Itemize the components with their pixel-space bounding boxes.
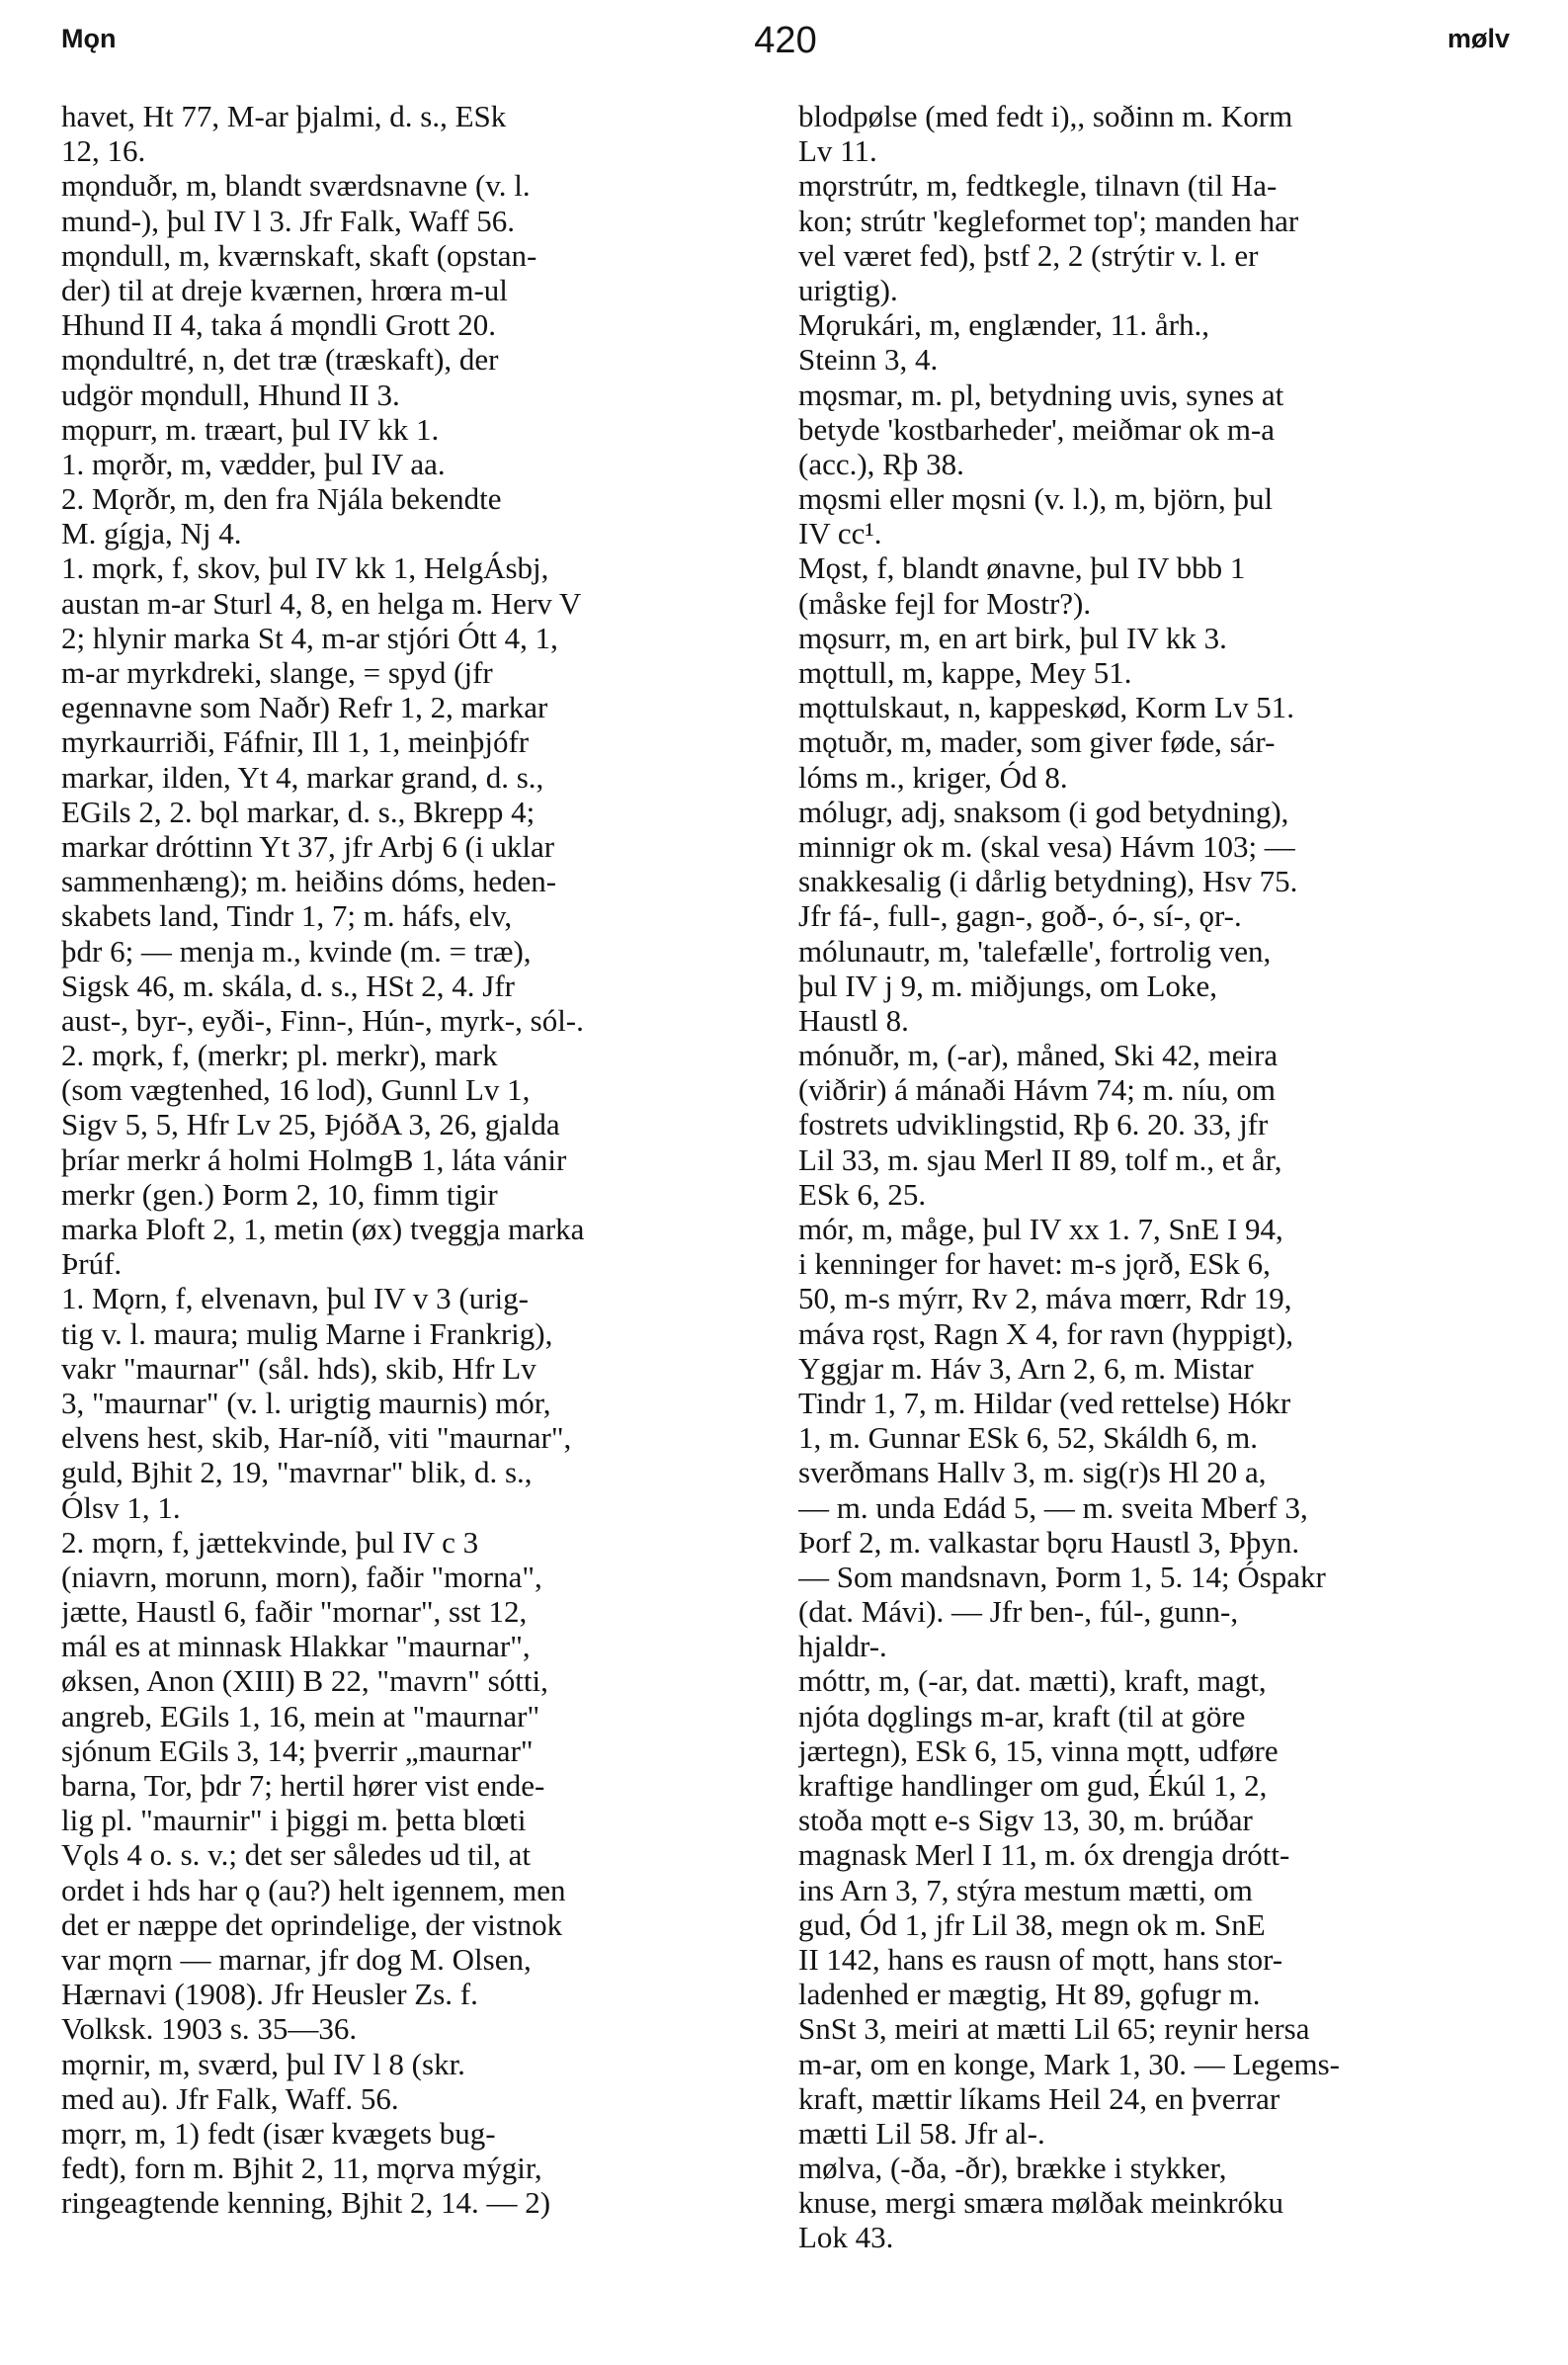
text-line: 2. mǫrn, f, jættekvinde, þul IV c 3	[61, 1524, 479, 1560]
text-line: guld, Bjhit 2, 19, "mavrnar" blik, d. s.,	[61, 1455, 533, 1490]
text-line: øksen, Anon (XIII) B 22, "mavrn" sótti,	[61, 1663, 548, 1699]
text-line: aust-, byr-, eyði-, Finn-, Hún-, myrk-, sól-.	[61, 1002, 584, 1038]
text-line: egennavne som Naðr) Refr 1, 2, markar	[61, 690, 548, 725]
text-line: jærtegn), ESk 6, 15, vinna mǫtt, udføre	[798, 1732, 1279, 1768]
text-line: m-ar, om en konge, Mark 1, 30. — Legems-	[798, 2046, 1341, 2081]
text-line: marka Þloft 2, 1, metin (øx) tveggja marka	[61, 1212, 585, 1246]
text-line: Vǫls 4 o. s. v.; det ser således ud til, at	[61, 1837, 531, 1873]
text-line: sjónum EGils 3, 14; þverrir „maurnar"	[61, 1732, 534, 1768]
text-line: M. gígja, Nj 4.	[61, 516, 242, 551]
text-line: mál es at minnask Hlakkar "maurnar",	[61, 1629, 531, 1664]
text-line: Tindr 1, 7, m. Hildar (ved rettelse) Hókr	[798, 1385, 1291, 1420]
text-line: urigtig).	[798, 272, 898, 307]
text-line: 1. Mǫrn, f, elvenavn, þul IV v 3 (urig-	[61, 1281, 529, 1316]
text-line: mǫsmar, m. pl, betydning uvis, synes at	[798, 377, 1284, 412]
text-line: Yggjar m. Háv 3, Arn 2, 6, m. Mistar	[798, 1350, 1254, 1386]
text-line: gud, Ód 1, jfr Lil 38, megn ok m. SnE	[798, 1906, 1266, 1942]
text-line: mǫpurr, m. træart, þul IV kk 1.	[61, 411, 440, 447]
text-line: sverðmans Hallv 3, m. sig(r)s Hl 20 a,	[798, 1455, 1267, 1490]
text-line: skabets land, Tindr 1, 7; m. háfs, elv,	[61, 898, 513, 934]
text-line: mónuðr, m, (-ar), måned, Ski 42, meira	[798, 1038, 1279, 1073]
text-line: Ólsv 1, 1.	[61, 1489, 181, 1525]
text-line: havet, Ht 77, M-ar þjalmi, d. s., ESk	[61, 99, 507, 133]
text-line: fostrets udviklingstid, Rþ 6. 20. 33, jfr	[798, 1107, 1269, 1142]
text-line: (måske fejl for Mostr?).	[798, 585, 1092, 621]
header-left-guideword: Mǫn	[61, 24, 117, 53]
text-line: mǫtuðr, m, mader, som giver føde, sár-	[798, 724, 1276, 760]
text-line: Sigv 5, 5, Hfr Lv 25, ÞjóðA 3, 26, gjalda	[61, 1107, 560, 1142]
text-line: (acc.), Rþ 38.	[798, 446, 964, 481]
text-line: mætti Lil 58. Jfr al-.	[798, 2115, 1045, 2151]
header-right-guideword: mølv	[1446, 24, 1510, 53]
text-line: — m. unda Edád 5, — m. sveita Mberf 3,	[798, 1489, 1308, 1525]
text-line: lóms m., kriger, Ód 8.	[798, 759, 1068, 795]
text-line: 12, 16.	[61, 133, 146, 169]
text-line: jætte, Haustl 6, faðir "mornar", sst 12,	[61, 1594, 528, 1630]
text-line: kon; strútr 'kegleformet top'; manden har	[798, 203, 1299, 238]
text-line: ESk 6, 25.	[798, 1176, 927, 1212]
text-line: ringeagtende kenning, Bjhit 2, 14. — 2)	[61, 2185, 551, 2221]
text-line: mǫrnir, m, sværd, þul IV l 8 (skr.	[61, 2046, 465, 2081]
text-line: (dat. Mávi). — Jfr ben-, fúl-, gunn-,	[798, 1594, 1239, 1630]
text-line: 50, m-s mýrr, Rv 2, máva mœrr, Rdr 19,	[798, 1281, 1292, 1316]
text-line: 2. mǫrk, f, (merkr; pl. merkr), mark	[61, 1038, 498, 1073]
text-line: II 142, hans es rausn of mǫtt, hans stor-	[798, 1941, 1283, 1977]
text-line: Sigsk 46, m. skála, d. s., HSt 2, 4. Jfr	[61, 968, 515, 1003]
text-line: fedt), forn m. Bjhit 2, 11, mǫrva mýgir,	[61, 2151, 542, 2186]
page-header	[61, 10, 1510, 65]
text-line: mǫsmi eller mǫsni (v. l.), m, björn, þul	[798, 481, 1274, 517]
text-line: mǫrr, m, 1) fedt (især kvægets bug-	[61, 2115, 496, 2151]
text-line: þul IV j 9, m. miðjungs, om Loke,	[798, 968, 1217, 1003]
text-line: Haustl 8.	[798, 1002, 909, 1038]
text-line: hjaldr-.	[798, 1629, 887, 1664]
text-line: 3, "maurnar" (v. l. urigtig maurnis) mór,	[61, 1385, 551, 1420]
text-line: markar, ilden, Yt 4, markar grand, d. s.,	[61, 759, 544, 795]
text-line: myrkaurriði, Fáfnir, Ill 1, 1, meinþjófr	[61, 724, 530, 760]
text-line: 1. mǫrk, f, skov, þul IV kk 1, HelgÁsbj,	[61, 550, 549, 586]
text-line: kraft, mættir líkams Heil 24, en þverrar	[798, 2080, 1280, 2116]
text-line: kraftige handlinger om gud, Ékúl 1, 2,	[798, 1768, 1268, 1803]
text-line: Þrúf.	[61, 1246, 123, 1282]
text-line: der) til at dreje kværnen, hrœra m-ul	[61, 272, 508, 307]
left-column	[61, 99, 777, 2220]
text-line: (viðrir) á mánaði Hávm 74; m. níu, om	[798, 1072, 1276, 1108]
text-line: austan m-ar Sturl 4, 8, en helga m. Herv V	[61, 585, 582, 621]
text-line: mǫnduðr, m, blandt sværdsnavne (v. l.	[61, 168, 531, 204]
text-line: knuse, mergi smæra mølðak meinkróku	[798, 2185, 1284, 2221]
text-line: mólunautr, m, 'talefælle', fortrolig ven,	[798, 933, 1272, 969]
text-line: Hærnavi (1908). Jfr Heusler Zs. f.	[61, 1977, 478, 2012]
text-line: Jfr fá-, full-, gagn-, goð-, ó-, sí-, ǫr-.	[798, 898, 1242, 934]
text-line: magnask Merl I 11, m. óx drengja drótt-	[798, 1837, 1290, 1873]
right-column	[798, 99, 1514, 2255]
text-line: þdr 6; — menja m., kvinde (m. = træ),	[61, 933, 532, 969]
text-line: var mǫrn — marnar, jfr dog M. Olsen,	[61, 1941, 532, 1977]
text-line: (som vægtenhed, 16 lod), Gunnl Lv 1,	[61, 1072, 531, 1108]
text-line: Steinn 3, 4.	[798, 342, 939, 378]
text-line: blodpølse (med fedt i),, soðinn m. Korm	[798, 99, 1293, 133]
text-line: þríar merkr á holmi HolmgB 1, láta vánir	[61, 1141, 567, 1177]
text-line: Lil 33, m. sjau Merl II 89, tolf m., et år,	[798, 1141, 1282, 1177]
text-line: EGils 2, 2. bǫl markar, d. s., Bkrepp 4;	[61, 794, 536, 829]
text-line: lig pl. "maurnir" i þiggi m. þetta blœti	[61, 1803, 527, 1838]
text-line: mǫndull, m, kværnskaft, skaft (opstan-	[61, 237, 537, 273]
text-line: udgör mǫndull, Hhund II 3.	[61, 377, 400, 412]
text-line: Lok 43.	[798, 2220, 894, 2255]
text-line: mór, m, måge, þul IV xx 1. 7, SnE I 94,	[798, 1212, 1283, 1246]
text-line: njóta dǫglings m-ar, kraft (til at göre	[798, 1698, 1246, 1733]
text-line: 2; hlynir marka St 4, m-ar stjóri Ótt 4, 1,	[61, 620, 558, 655]
text-line: m-ar myrkdreki, slange, = spyd (jfr	[61, 655, 493, 690]
text-line: med au). Jfr Falk, Waff. 56.	[61, 2080, 399, 2116]
text-line: sammenhæng); m. heiðins dóms, heden-	[61, 864, 557, 899]
text-line: i kenninger for havet: m-s jǫrð, ESk 6,	[798, 1246, 1271, 1282]
text-line: ins Arn 3, 7, stýra mestum mætti, om	[798, 1872, 1253, 1907]
text-line: Mǫrukári, m, englænder, 11. årh.,	[798, 307, 1210, 343]
text-line: mund-), þul IV l 3. Jfr Falk, Waff 56.	[61, 203, 516, 238]
text-line: ordet i hds har ǫ (au?) helt igennem, men	[61, 1872, 566, 1907]
text-line: Hhund II 4, taka á mǫndli Grott 20.	[61, 307, 496, 343]
text-line: stoða mǫtt e-s Sigv 13, 30, m. brúðar	[798, 1803, 1253, 1838]
text-line: mǫttull, m, kappe, Mey 51.	[798, 655, 1132, 690]
text-line: IV cc¹.	[798, 516, 882, 551]
text-line: 1. mǫrðr, m, vædder, þul IV aa.	[61, 446, 446, 481]
text-line: elvens hest, skib, Har-níð, viti "maurnar",	[61, 1420, 572, 1456]
text-line: betyde 'kostbarheder', meiðmar ok m-a	[798, 411, 1276, 447]
text-line: máva rǫst, Ragn X 4, for ravn (hyppigt),	[798, 1315, 1294, 1351]
text-line: barna, Tor, þdr 7; hertil hører vist ende-	[61, 1768, 545, 1803]
text-line: SnSt 3, meiri at mætti Lil 65; reynir hersa	[798, 2011, 1310, 2047]
text-line: angreb, EGils 1, 16, mein at "maurnar"	[61, 1698, 540, 1733]
text-line: mølva, (-ða, -ðr), brække i stykker,	[798, 2151, 1227, 2186]
text-line: 1, m. Gunnar ESk 6, 52, Skáldh 6, m.	[798, 1420, 1258, 1456]
text-line: (niavrn, morunn, morn), faðir "morna",	[61, 1559, 542, 1594]
text-line: móttr, m, (-ar, dat. mætti), kraft, magt,	[798, 1663, 1267, 1699]
text-line: tig v. l. maura; mulig Marne i Frankrig),	[61, 1315, 553, 1351]
text-line: Þorf 2, m. valkastar bǫru Haustl 3, Þþyn.	[798, 1524, 1300, 1560]
text-line: — Som mandsnavn, Þorm 1, 5. 14; Óspakr	[798, 1559, 1326, 1594]
page-number: 420	[754, 20, 817, 61]
text-line: Volksk. 1903 s. 35—36.	[61, 2011, 358, 2047]
text-line: minnigr ok m. (skal vesa) Hávm 103; —	[798, 828, 1295, 864]
text-line: mǫttulskaut, n, kappeskød, Korm Lv 51.	[798, 690, 1294, 725]
text-line: merkr (gen.) Þorm 2, 10, fimm tigir	[61, 1176, 498, 1212]
text-line: markar dróttinn Yt 37, jfr Arbj 6 (i uklar	[61, 828, 555, 864]
text-line: Lv 11.	[798, 133, 877, 169]
text-line: Mǫst, f, blandt ønavne, þul IV bbb 1	[798, 550, 1246, 586]
text-line: mǫndultré, n, det træ (træskaft), der	[61, 342, 499, 378]
text-line: mǫsurr, m, en art birk, þul IV kk 3.	[798, 620, 1227, 655]
text-line: mólugr, adj, snaksom (i god betydning),	[798, 794, 1289, 829]
text-line: vakr "maurnar" (sål. hds), skib, Hfr Lv	[61, 1350, 536, 1386]
text-line: mǫrstrútr, m, fedtkegle, tilnavn (til Ha-	[798, 168, 1278, 204]
text-line: vel været fed), þstf 2, 2 (strýtir v. l. er	[798, 237, 1259, 273]
text-line: 2. Mǫrðr, m, den fra Njála bekendte	[61, 481, 502, 517]
text-line: det er næppe det oprindelige, der vistnok	[61, 1906, 563, 1942]
text-line: ladenhed er mægtig, Ht 89, gǫfugr m.	[798, 1977, 1261, 2012]
text-line: snakkesalig (i dårlig betydning), Hsv 75.	[798, 864, 1298, 899]
